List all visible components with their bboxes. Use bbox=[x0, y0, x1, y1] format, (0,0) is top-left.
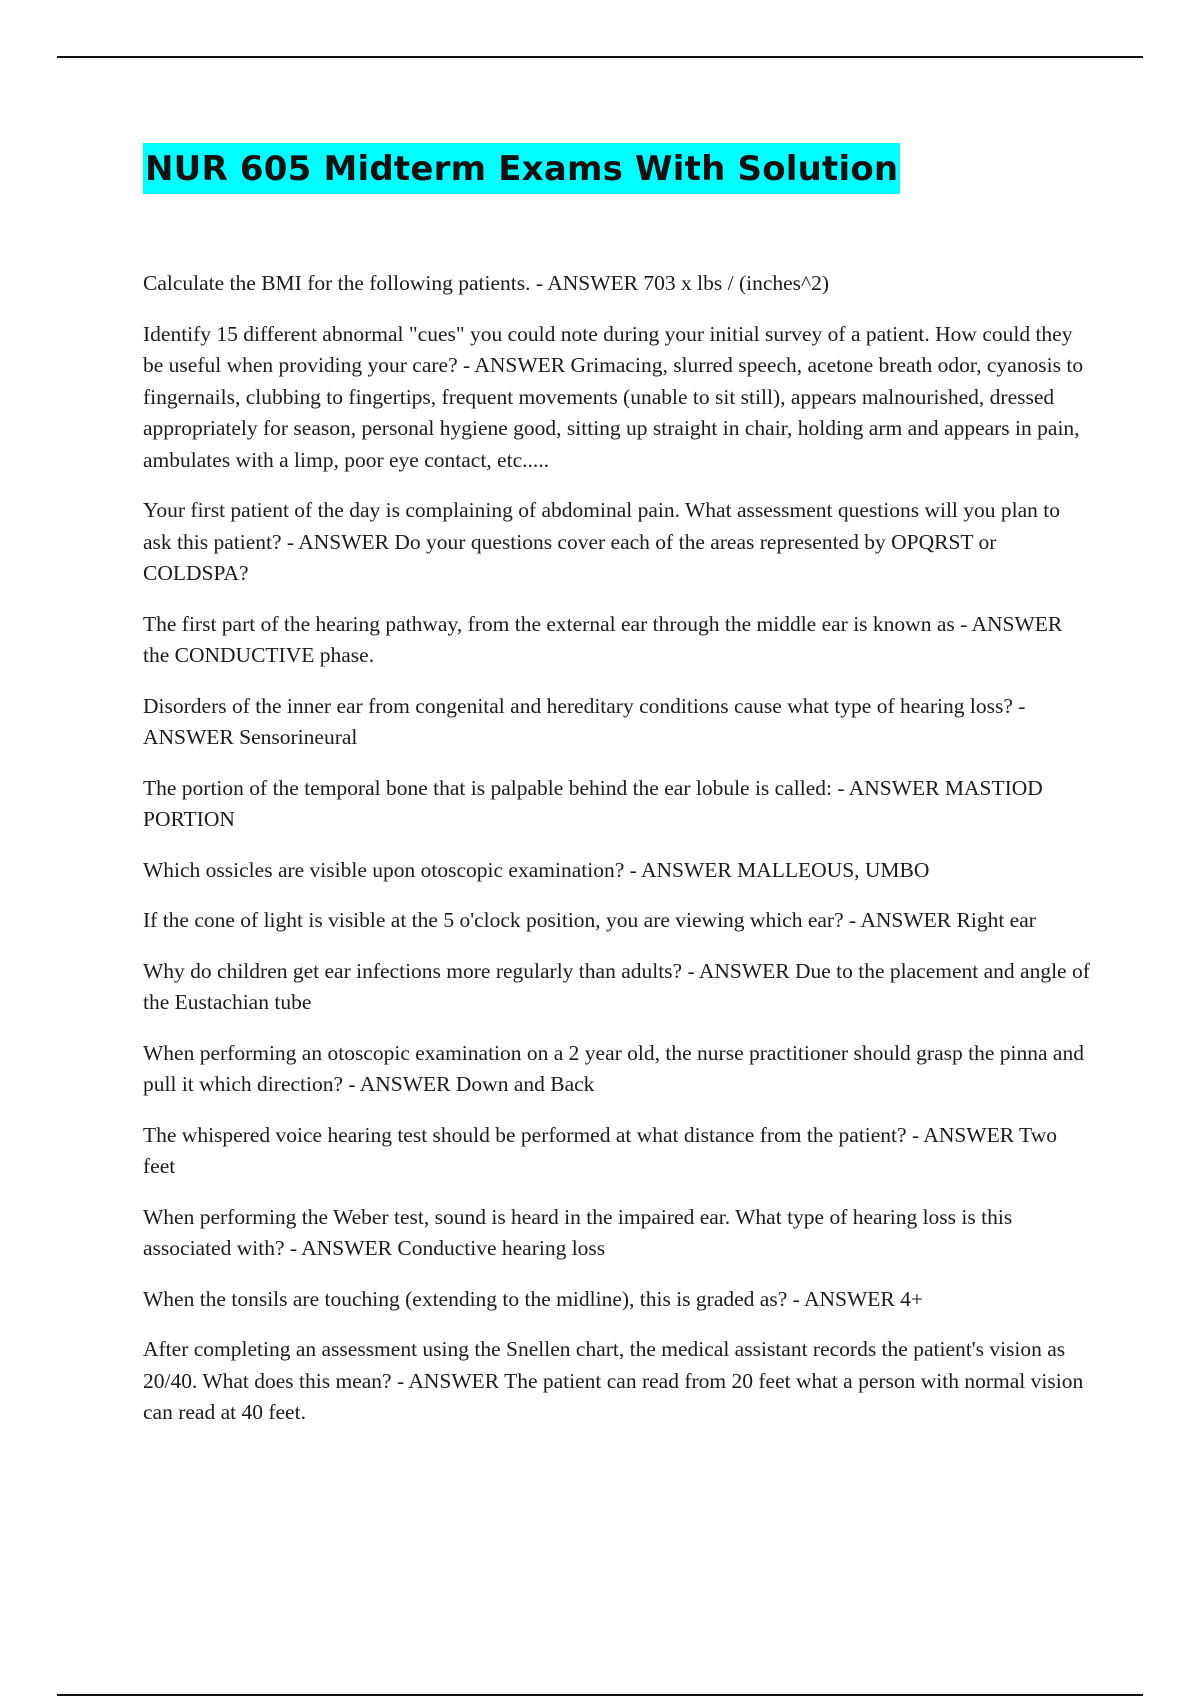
qa-item: If the cone of light is visible at the 5 o'clock position, you are viewing which ear? - ANSWER Right ear bbox=[143, 908, 1036, 932]
qa-item: Calculate the BMI for the following patients. - ANSWER 703 x lbs / (inches^2) bbox=[143, 271, 830, 295]
qa-item: Your first patient of the day is complaining of abdominal pain. What assessment questions will you plan to ask this patient? - ANSWER Do your questions cover each of the areas represented by OPQRST or COLDSPA? bbox=[143, 498, 1061, 585]
top-divider bbox=[57, 56, 1143, 58]
qa-item: When the tonsils are touching (extending to the midline), this is graded as? - ANSWER 4+ bbox=[143, 1286, 923, 1311]
page-title: NUR 605 Midterm Exams With Solution bbox=[143, 143, 900, 194]
qa-item: Which ossicles are visible upon otoscopic examination? - ANSWER MALLEOUS, UMBO bbox=[143, 857, 930, 882]
qa-item: When performing an otoscopic examination on a 2 year old, the nurse practitioner should grasp the pinna and pull it which direction? - ANSWER Down and Back bbox=[143, 1040, 1084, 1096]
bottom-divider bbox=[57, 1694, 1143, 1696]
qa-item: Identify 15 different abnormal "cues" you could note during your initial survey of a patient. How could they be useful when providing your care? - ANSWER Grimacing, slurred speech, acetone breath odor, cyanosis to fingernails, clubbing to fingertips, frequent movements (unable to sit still), appears malnourished, dressed appropriately for season, personal hygiene good, sitting up straight in chair, holding arm and appears in pain, ambulates with a limp, poor eye contact, etc..... bbox=[143, 321, 1084, 472]
qa-item: After completing an assessment using the Snellen chart, the medical assistant records the patient's vision as 20/40. What does this mean? - ANSWER The patient can read from 20 feet what a person with normal vision can read at 40 feet. bbox=[143, 1337, 1084, 1424]
qa-item: Disorders of the inner ear from congenital and hereditary conditions cause what type of hearing loss? - ANSWER Sensorineural bbox=[143, 693, 1026, 749]
qa-item: The portion of the temporal bone that is palpable behind the ear lobule is called: - ANSWER MASTIOD PORTION bbox=[143, 775, 1043, 831]
qa-item: The whispered voice hearing test should be performed at what distance from the patient? - ANSWER Two feet bbox=[143, 1122, 1057, 1178]
qa-list bbox=[143, 268, 1093, 1448]
qa-item: Why do children get ear infections more regularly than adults? - ANSWER Due to the placement and angle of the Eustachian tube bbox=[143, 958, 1090, 1014]
qa-item: The first part of the hearing pathway, from the external ear through the middle ear is known as - ANSWER the CONDUCTIVE phase. bbox=[143, 611, 1063, 667]
qa-item: When performing the Weber test, sound is heard in the impaired ear. What type of hearing loss is this associated with? - ANSWER Conductive hearing loss bbox=[143, 1204, 1013, 1260]
